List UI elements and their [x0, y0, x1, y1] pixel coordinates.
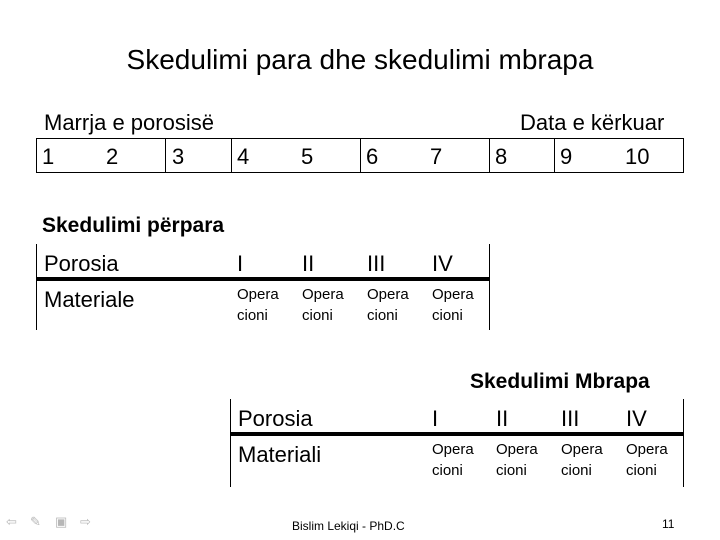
timeline-number: 3 — [172, 144, 185, 169]
forward-materials-label: Materiale — [44, 287, 135, 312]
forward-scheduling-heading: Skedulimi përpara — [42, 214, 225, 237]
timeline-divider — [165, 138, 166, 173]
timeline-divider — [36, 138, 37, 173]
backward-operation-cell: Opera cioni — [496, 441, 538, 479]
backward-operation-cell: Opera cioni — [626, 441, 668, 479]
timeline-divider — [360, 138, 361, 173]
slide-title: Skedulimi para dhe skedulimi mbrapa — [126, 44, 594, 75]
timeline-number: 9 — [560, 144, 573, 169]
forward-phase-label: II — [302, 251, 315, 276]
arrow-left-icon[interactable]: ⇦ — [6, 514, 17, 529]
table-left-border — [36, 244, 37, 330]
timeline-number: 8 — [495, 144, 508, 169]
backward-order-label: Porosia — [238, 406, 313, 431]
forward-operation-cell: Opera cioni — [367, 286, 409, 324]
timeline-divider — [554, 138, 555, 173]
backward-phase-label: III — [561, 406, 580, 431]
table-right-border — [683, 399, 684, 487]
forward-operation-cell: Opera cioni — [432, 286, 474, 324]
arrow-right-icon[interactable]: ⇨ — [80, 514, 91, 529]
timeline-number: 6 — [366, 144, 379, 169]
timeline-divider — [683, 138, 684, 173]
footer-author: Bislim Lekiqi - PhD.C — [292, 519, 405, 533]
timeline-divider — [231, 138, 232, 173]
forward-order-label: Porosia — [44, 251, 119, 276]
forward-phase-label: III — [367, 251, 386, 276]
backward-scheduling-heading: Skedulimi Mbrapa — [470, 370, 650, 393]
backward-phase-label: IV — [626, 406, 647, 431]
screen-icon[interactable]: ▣ — [55, 514, 68, 529]
timeline-number: 10 — [625, 144, 650, 169]
forward-phase-label: I — [237, 251, 244, 276]
pen-icon[interactable]: ✎ — [30, 514, 41, 529]
backward-phase-label: I — [432, 406, 439, 431]
timeline-number: 2 — [106, 144, 119, 169]
forward-operation-cell: Opera cioni — [237, 286, 279, 324]
table-left-border — [230, 399, 231, 487]
forward-operation-cell: Opera cioni — [302, 286, 344, 324]
timeline-number: 5 — [301, 144, 314, 169]
timeline-number: 7 — [430, 144, 443, 169]
timeline-number: 4 — [237, 144, 250, 169]
order-receipt-label: Marrja e porosisë — [44, 110, 214, 135]
backward-operation-cell: Opera cioni — [561, 441, 603, 479]
table-header-rule — [36, 277, 490, 281]
timeline-divider — [489, 138, 490, 173]
forward-phase-label: IV — [432, 251, 453, 276]
required-date-label: Data e kërkuar — [520, 110, 665, 135]
table-header-rule — [230, 432, 684, 436]
timeline-number: 1 — [42, 144, 55, 169]
backward-phase-label: II — [496, 406, 509, 431]
backward-operation-cell: Opera cioni — [432, 441, 474, 479]
page-number: 11 — [662, 517, 675, 531]
table-right-border — [489, 244, 490, 330]
backward-materials-label: Materiali — [238, 442, 322, 467]
